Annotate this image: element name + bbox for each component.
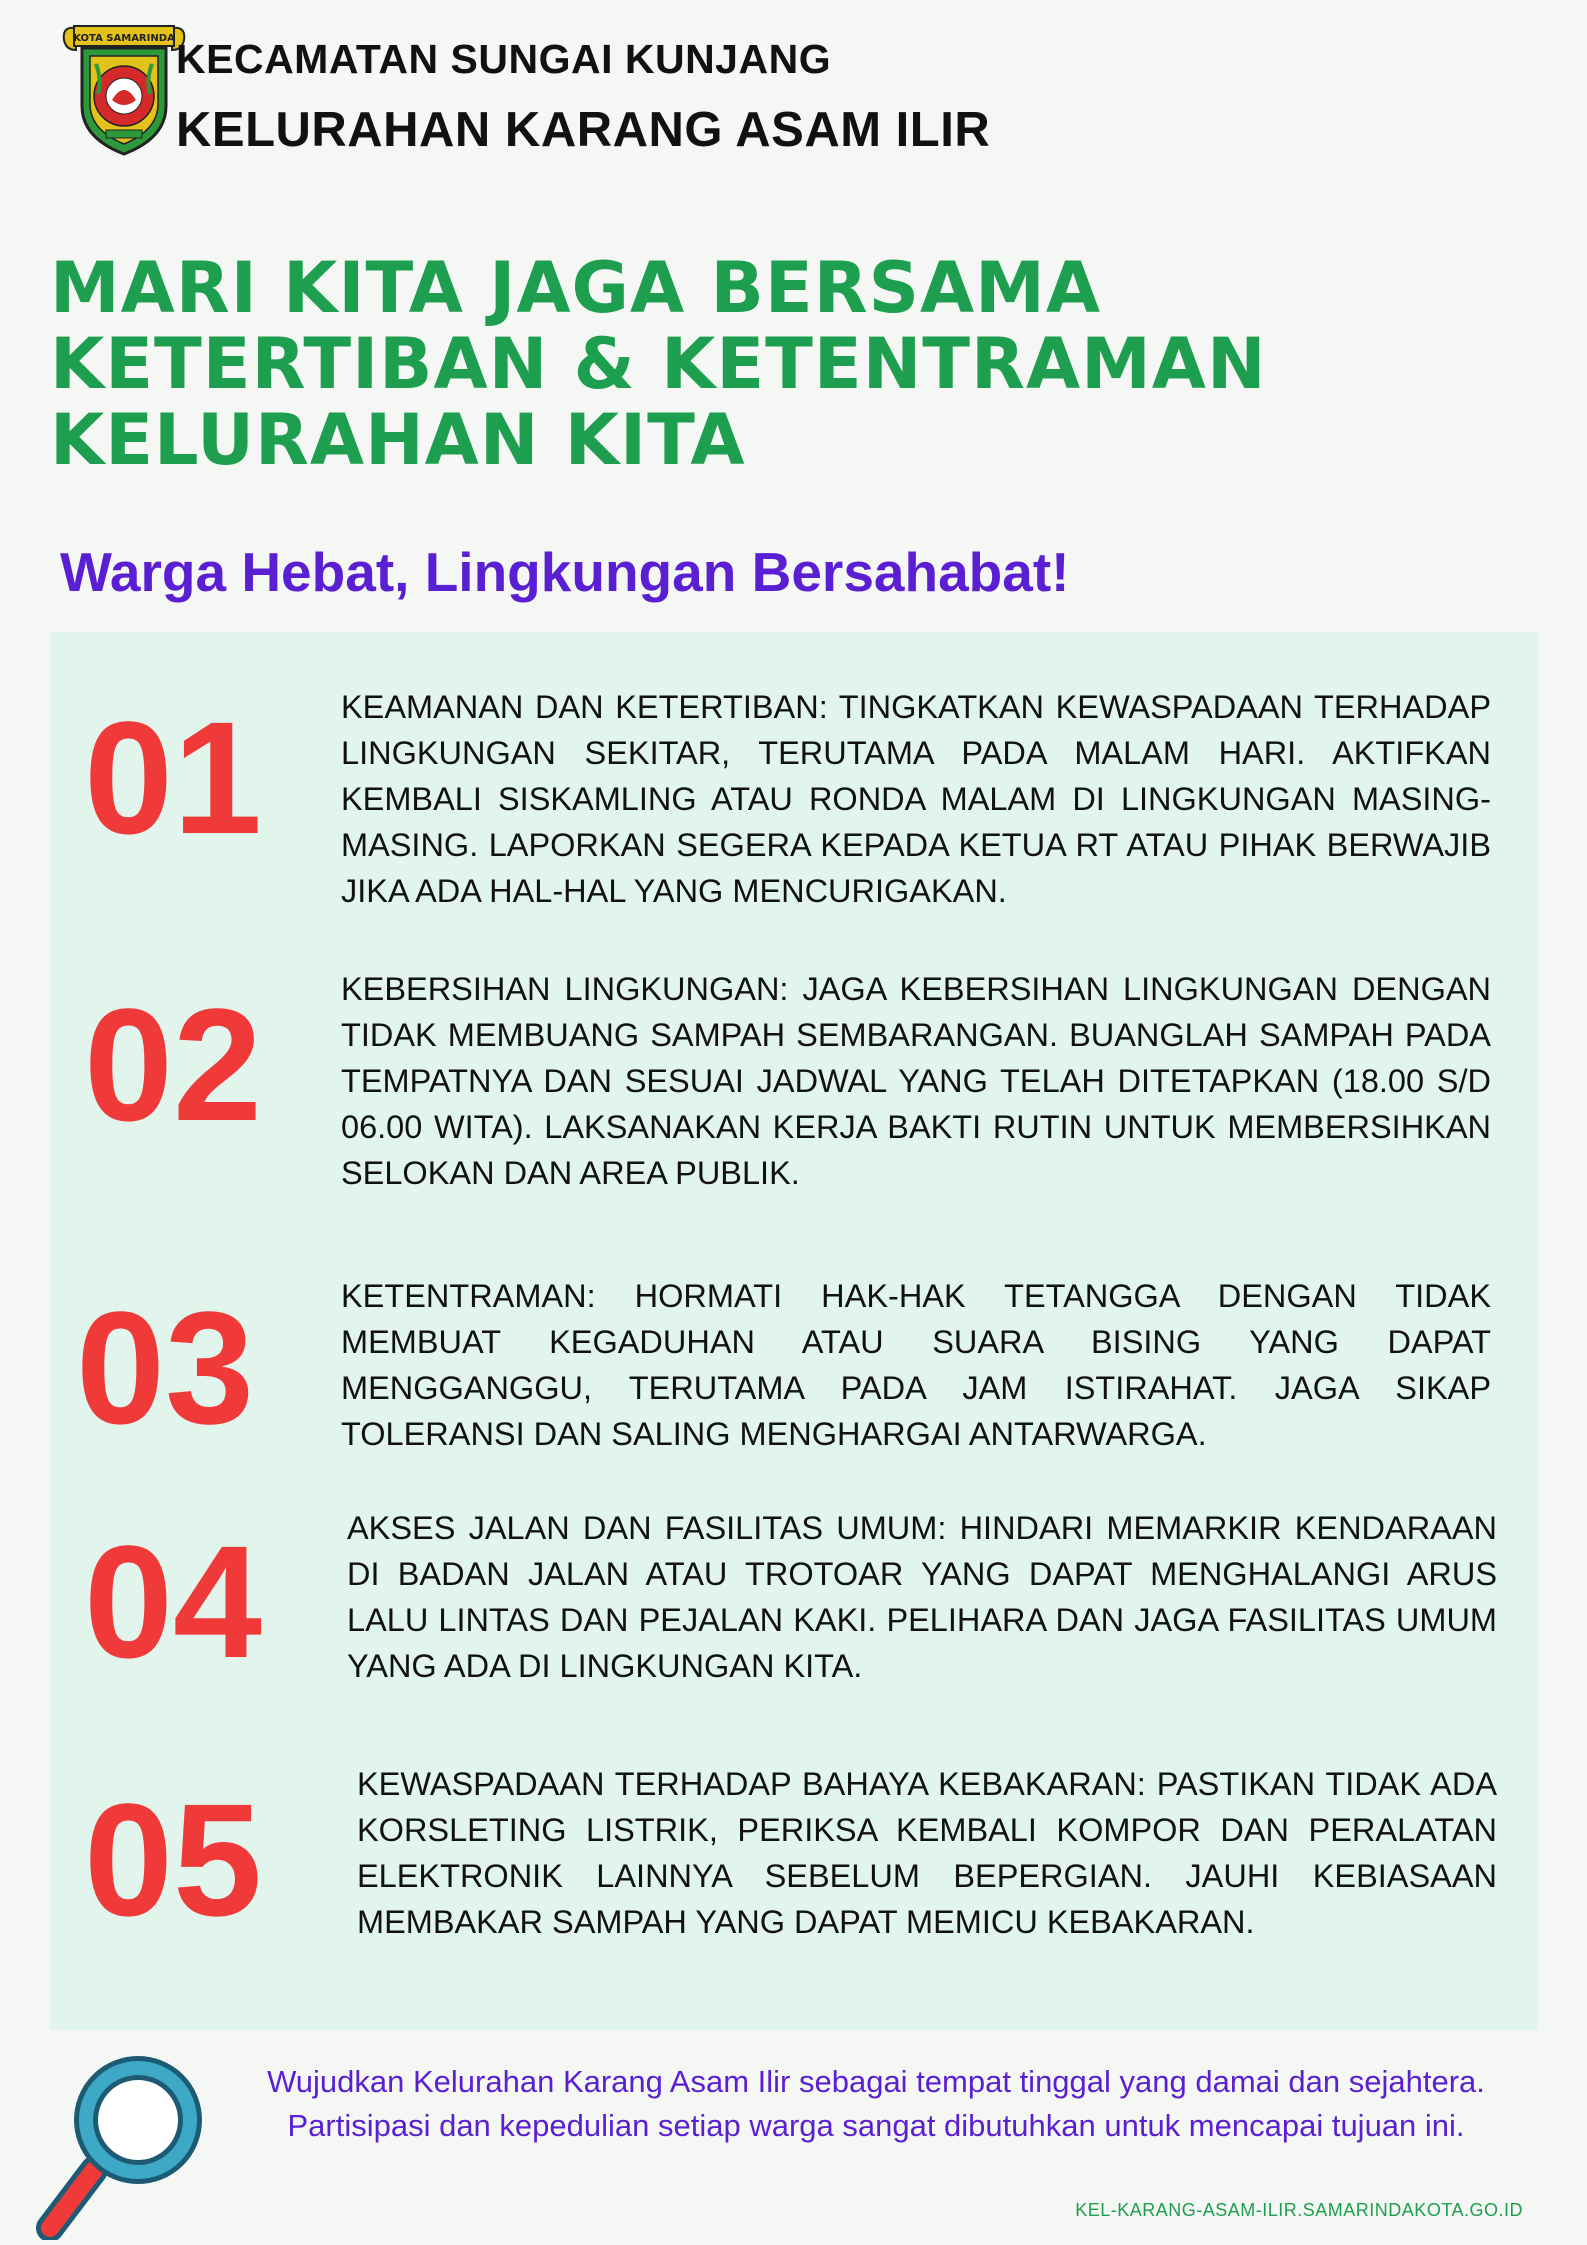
website-url[interactable]: KEL-KARANG-ASAM-ILIR.SAMARINDAKOTA.GO.ID	[1075, 2200, 1523, 2220]
item-text-02: KEBERSIHAN LINGKUNGAN: JAGA KEBERSIHAN LINGKUNGAN DENGAN TIDAK MEMBUANG SAMPAH SEMBARANGAN. BUANGLAH SAMPAH PADA TEMPATNYA DAN SESUAI JADWAL YANG TELAH DITETAPKAN (18.00 S/D 06.00 WITA). LAKSANAKAN KERJA BAKTI RUTIN UNTUK MEMBERSIHKAN SELOKAN DAN AREA PUBLIK.	[341, 971, 1491, 1191]
item-number-02: 02	[84, 975, 262, 1154]
magnifying-glass-icon	[36, 2050, 206, 2240]
item-text-03: KETENTRAMAN: HORMATI HAK-HAK TETANGGA DENGAN TIDAK MEMBUAT KEGADUHAN ATAU SUARA BISING YANG DAPAT MENGGANGGU, TERUTAMA PADA JAM ISTIRAHAT. JAGA SIKAP TOLERANSI DAN SALING MENGHARGAI ANTARWARGA.	[341, 1278, 1491, 1452]
footer-message	[206, 2060, 1546, 2148]
city-emblem-icon	[62, 20, 186, 158]
tagline: Warga Hebat, Lingkungan Bersahabat!	[60, 541, 1070, 603]
item-number-04: 04	[84, 1512, 262, 1691]
headline-line-3: KELURAHAN KITA	[50, 399, 746, 481]
header	[62, 20, 1162, 170]
headline	[50, 247, 1550, 481]
item-text-04: AKSES JALAN DAN FASILITAS UMUM: HINDARI MEMARKIR KENDARAAN DI BADAN JALAN ATAU TROTOAR YANG DAPAT MENGHALANGI ARUS LALU LINTAS DAN PEJALAN KAKI. PELIHARA DAN JAGA FASILITAS UMUM YANG ADA DI LINGKUNGAN KITA.	[347, 1510, 1497, 1684]
item-text-01: KEAMANAN DAN KETERTIBAN: TINGKATKAN KEWASPADAAN TERHADAP LINGKUNGAN SEKITAR, TERUTAMA PADA MALAM HARI. AKTIFKAN KEMBALI SISKAMLING ATAU RONDA MALAM DI LINGKUNGAN MASING-MASING. LAPORKAN SEGERA KEPADA KETUA RT ATAU PIHAK BERWAJIB JIKA ADA HAL-HAL YANG MENCURIGAKAN.	[341, 689, 1491, 909]
footer-line-1: Wujudkan Kelurahan Karang Asam Ilir sebagai tempat tinggal yang damai dan sejahtera.	[267, 2064, 1485, 2099]
footer-line-2: Partisipasi dan kepedulian setiap warga sangat dibutuhkan untuk mencapai tujuan ini.	[287, 2108, 1465, 2143]
item-number-05: 05	[84, 1770, 262, 1949]
headline-line-2: KETERTIBAN & KETENTRAMAN	[50, 323, 1267, 405]
item-number-01: 01	[84, 688, 262, 867]
district-name: KECAMATAN SUNGAI KUNJANG	[176, 36, 832, 82]
item-number-03: 03	[76, 1278, 254, 1457]
item-text-05: KEWASPADAAN TERHADAP BAHAYA KEBAKARAN: PASTIKAN TIDAK ADA KORSLETING LISTRIK, PERIKSA KEMBALI KOMPOR DAN PERALATAN ELEKTRONIK LAINNYA SEBELUM BEPERGIAN. JAUHI KEBIASAAN MEMBAKAR SAMPAH YANG DAPAT MEMICU KEBAKARAN.	[357, 1766, 1497, 1940]
headline-line-1: MARI KITA JAGA BERSAMA	[50, 247, 1102, 329]
village-name: KELURAHAN KARANG ASAM ILIR	[176, 103, 991, 157]
emblem-text: KOTA SAMARINDA	[73, 33, 175, 44]
